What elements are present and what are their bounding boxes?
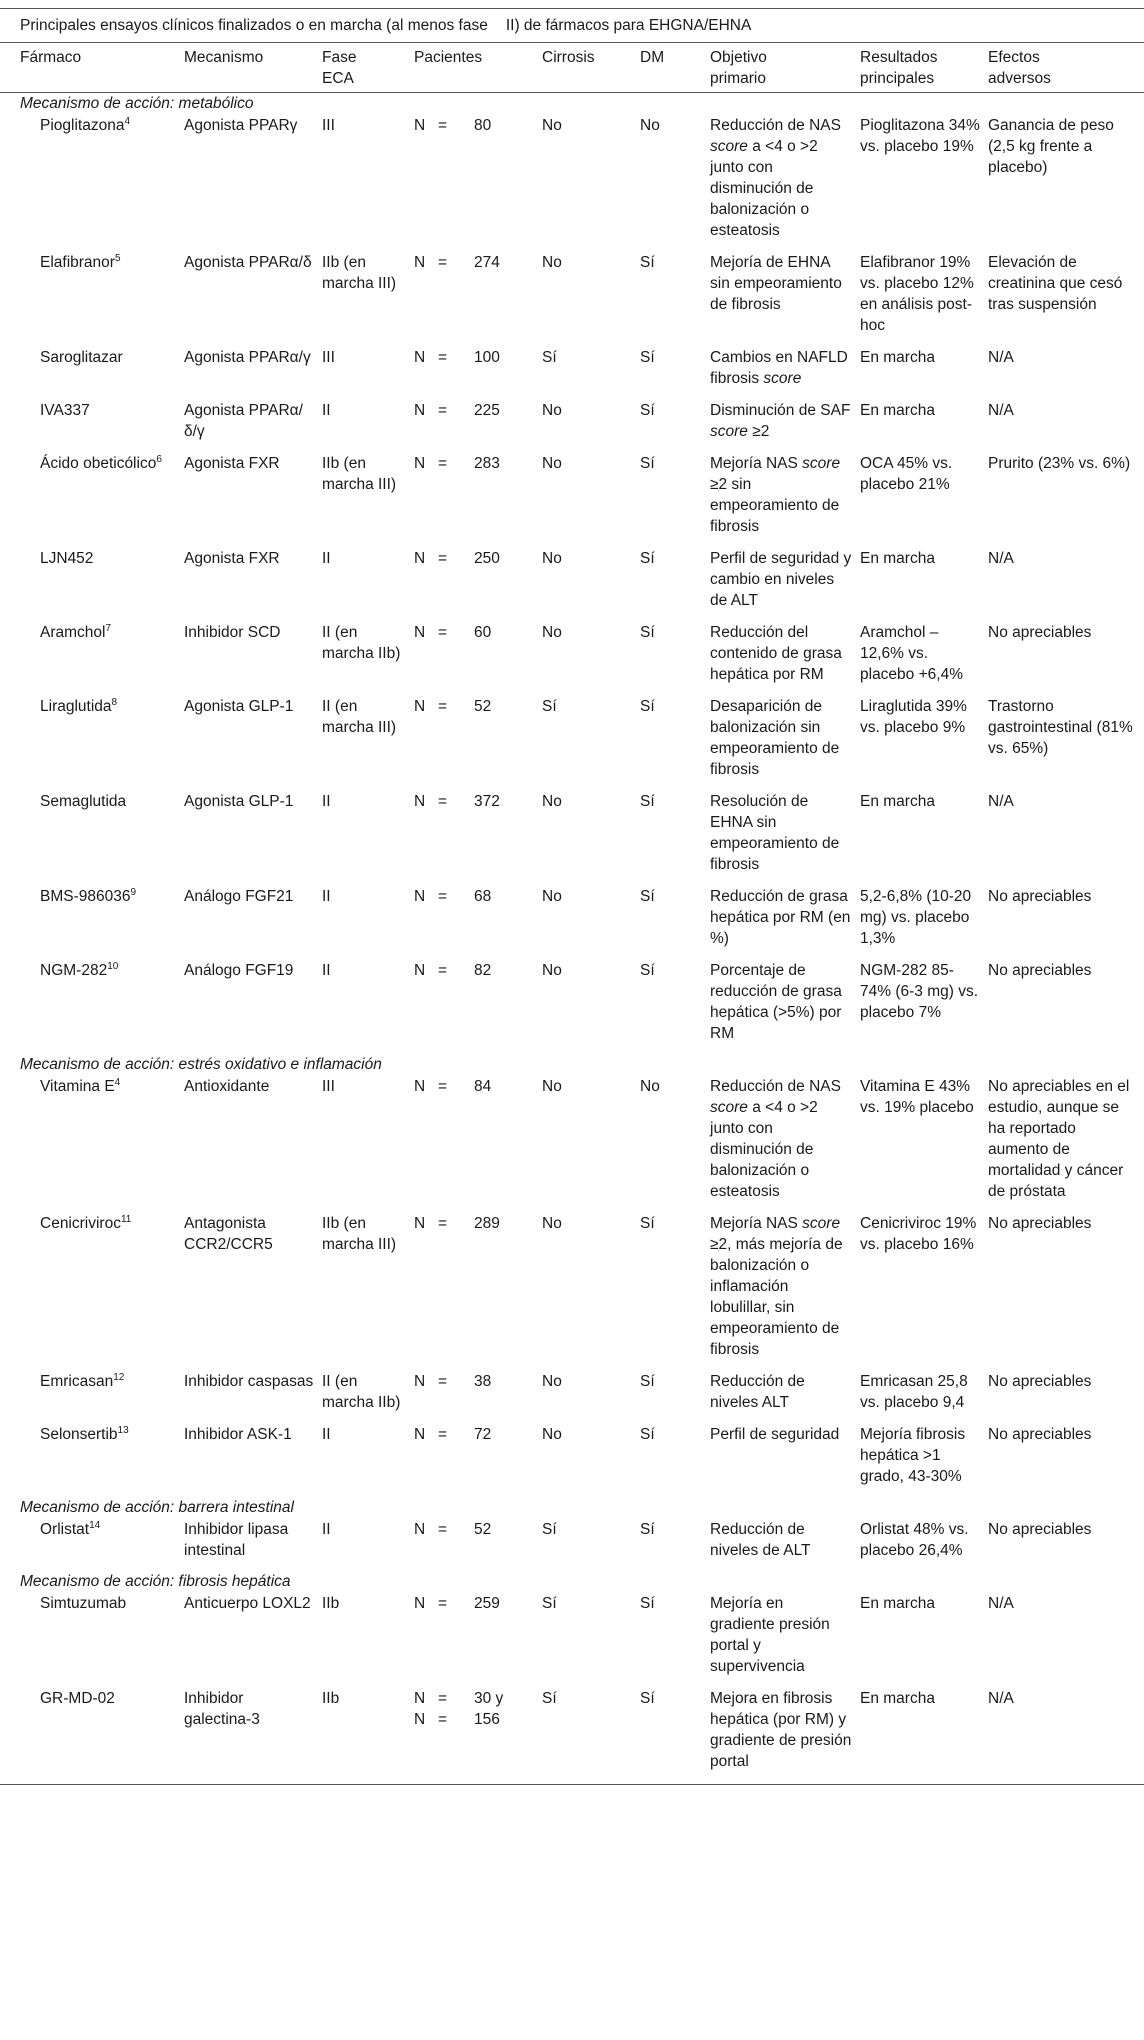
drug-cell: Aramchol$^7$ [40,622,112,641]
phase-cell: II [322,793,331,810]
section-row-barrera [0,1497,1144,1518]
mechanism-cell: Agonista PPARα/δ [184,254,312,271]
cirrosis-cell: No [542,793,562,810]
header-dm: DM [640,43,710,93]
adverse-effects-cell: No apreciables [988,1521,1092,1538]
adverse-effects-cell: Ganancia de peso (2,5 kg frente a placebo) [988,117,1114,176]
drug-cell: BMS-986036$^9$ [40,886,137,905]
dm-cell: Sí [640,1426,655,1443]
cirrosis-cell: No [542,1078,562,1095]
dm-cell: Sí [640,962,655,979]
results-cell: OCA 45% vs. placebo 21% [860,455,953,493]
drug-cell: Ácido obeticólico$^6$ [40,453,162,472]
results-cell: 5,2-6,8% (10-20 mg) vs. placebo 1,3% [860,888,972,947]
adverse-effects-cell: N/A [988,349,1014,366]
dm-cell: Sí [640,1215,655,1232]
reference-marker: 14 [89,1519,101,1531]
dm-cell: Sí [640,624,655,641]
cirrosis-cell: Sí [542,1595,557,1612]
header-fase: Fase ECA [322,43,414,93]
patients-cell: N = 259 [414,1595,500,1612]
patients-cell: N = 30 y N = 156 [414,1690,504,1728]
results-cell: En marcha [860,793,935,810]
objective-cell: Reducción de NAS score a <4 o >2 junto con disminución de balonización o esteatosis [710,1078,841,1200]
table-row [0,1212,1144,1370]
mechanism-cell: Agonista PPARα/δ/γ [184,402,303,440]
section-row-metabolico [0,93,1144,115]
table-row [0,399,1144,452]
objective-cell: Mejoría de EHNA sin empeoramiento de fibrosis [710,254,842,313]
cirrosis-cell: Sí [542,349,557,366]
dm-cell: Sí [640,349,655,366]
phase-cell: II (en marcha IIb) [322,1373,401,1411]
cirrosis-cell: No [542,624,562,641]
patients-cell: N = 84 [414,1078,492,1095]
adverse-effects-cell: No apreciables [988,624,1092,641]
mechanism-cell: Inhibidor caspasas [184,1373,314,1390]
mechanism-cell: Agonista GLP-1 [184,698,294,715]
reference-marker: 7 [105,622,112,634]
phase-cell: IIb (en marcha III) [322,254,397,292]
patients-cell: N = 100 [414,349,500,366]
table-row [0,695,1144,790]
results-cell: En marcha [860,402,935,419]
objective-cell: Mejoría NAS score ≥2 sin empeoramiento de fibrosis [710,455,841,535]
objective-cell: Cambios en NAFLD fibrosis score [710,349,848,387]
drug-cell: IVA337 [40,402,90,419]
drug-cell: Orlistat$^{14}$ [40,1519,101,1538]
patients-cell: N = 274 [414,254,500,271]
phase-cell: II (en marcha IIb) [322,624,401,662]
adverse-effects-cell: N/A [988,550,1014,567]
drug-cell: Elafibranor$^5$ [40,252,121,271]
objective-cell: Perfil de seguridad [710,1426,840,1443]
cirrosis-cell: No [542,1373,562,1390]
mechanism-cell: Agonista PPARγ [184,117,298,134]
patients-cell: N = 38 [414,1373,492,1390]
reference-marker: 9 [130,886,137,898]
reference-marker: 6 [156,453,162,465]
dm-cell: Sí [640,1521,655,1538]
mechanism-cell: Agonista FXR [184,550,280,567]
header-cirrosis: Cirrosis [542,43,640,93]
mechanism-cell: Inhibidor ASK-1 [184,1426,292,1443]
phase-cell: II [322,1521,331,1538]
drug-cell: Cenicriviroc$^{11}$ [40,1213,132,1232]
cirrosis-cell: No [542,455,562,472]
mechanism-cell: Anticuerpo LOXL2 [184,1595,311,1612]
table-row [0,251,1144,346]
reference-marker: 13 [117,1424,129,1436]
reference-marker: 4 [124,115,131,127]
cirrosis-cell: No [542,962,562,979]
phase-cell: IIb [322,1690,340,1707]
mechanism-cell: Análogo FGF19 [184,962,294,979]
drug-cell: NGM-282$^{10}$ [40,960,119,979]
header-farmaco: Fármaco [0,43,184,93]
table-row [0,1423,1144,1497]
adverse-effects-cell: No apreciables [988,888,1092,905]
phase-cell: II (en marcha III) [322,698,397,736]
drug-cell: Liraglutida$^8$ [40,696,118,715]
mechanism-cell: Análogo FGF21 [184,888,294,905]
caption-part-1: Principales ensayos clínicos finalizados o en marcha (al menos fase [20,17,488,34]
objective-cell: Reducción de niveles ALT [710,1373,805,1411]
table-row [0,547,1144,621]
table-caption [0,8,1144,43]
section-label: Mecanismo de acción: estrés oxidativo e inflamación [20,1056,382,1073]
drug-cell: Vitamina E$^4$ [40,1076,121,1095]
table-row [0,959,1144,1054]
objective-cell: Perfil de seguridad y cambio en niveles de ALT [710,550,852,609]
reference-marker: 5 [114,252,121,264]
results-cell: Aramchol –12,6% vs. placebo +6,4% [860,624,963,683]
patients-cell: N = 60 [414,624,492,641]
patients-cell: N = 68 [414,888,492,905]
dm-cell: Sí [640,793,655,810]
results-cell: Elafibranor 19% vs. placebo 12% en análisis post-hoc [860,254,974,334]
adverse-effects-cell: No apreciables [988,1373,1092,1390]
results-cell: En marcha [860,349,935,366]
phase-cell: IIb (en marcha III) [322,1215,397,1253]
drug-cell: Emricasan$^{12}$ [40,1371,125,1390]
table-row [0,790,1144,885]
cirrosis-cell: No [542,550,562,567]
phase-cell: III [322,117,335,134]
mechanism-cell: Agonista GLP-1 [184,793,294,810]
mechanism-cell: Antagonista CCR2/CCR5 [184,1215,273,1253]
table-row [0,1518,1144,1571]
dm-cell: Sí [640,698,655,715]
dm-cell: No [640,117,660,134]
cirrosis-cell: Sí [542,1521,557,1538]
cirrosis-cell: No [542,402,562,419]
results-cell: En marcha [860,1595,935,1612]
header-efectos: Efectos adversos [988,43,1144,93]
patients-cell: N = 52 [414,698,492,715]
table-row [0,1592,1144,1687]
dm-cell: No [640,1078,660,1095]
caption-part-2: II) de fármacos para EHGNA/EHNA [505,17,752,34]
results-cell: En marcha [860,550,935,567]
adverse-effects-cell: No apreciables en el estudio, aunque se ha reportado aumento de mortalidad y cáncer de próstata [988,1078,1130,1200]
section-row-estres [0,1054,1144,1075]
cirrosis-cell: No [542,254,562,271]
dm-cell: Sí [640,550,655,567]
section-label: Mecanismo de acción: barrera intestinal [20,1499,294,1516]
phase-cell: IIb (en marcha III) [322,455,397,493]
reference-marker: 8 [111,696,118,708]
objective-cell: Mejoría NAS score ≥2, más mejoría de balonización o inflamación lobulillar, sin empeoramiento de fibrosis [710,1215,843,1358]
mechanism-cell: Agonista PPARα/γ [184,349,311,366]
table-row [0,621,1144,695]
dm-cell: Sí [640,455,655,472]
phase-cell: III [322,349,335,366]
drug-cell: Semaglutida [40,793,127,810]
bottom-rule [0,1784,1144,1785]
mechanism-cell: Agonista FXR [184,455,280,472]
mechanism-cell: Inhibidor SCD [184,624,281,641]
dm-cell: Sí [640,254,655,271]
results-cell: Vitamina E 43% vs. 19% placebo [860,1078,974,1116]
phase-cell: IIb [322,1595,340,1612]
dm-cell: Sí [640,1595,655,1612]
objective-cell: Desaparición de balonización sin empeoramiento de fibrosis [710,698,840,778]
adverse-effects-cell: Prurito (23% vs. 6%) [988,455,1131,472]
mechanism-cell: Antioxidante [184,1078,270,1095]
results-cell: NGM-282 85-74% (6-3 mg) vs. placebo 7% [860,962,979,1021]
adverse-effects-cell: N/A [988,793,1014,810]
phase-cell: II [322,888,331,905]
header-mecanismo: Mecanismo [184,43,322,93]
section-label: Mecanismo de acción: fibrosis hepática [20,1573,291,1590]
patients-cell: N = 72 [414,1426,492,1443]
results-cell: Mejoría fibrosis hepática >1 grado, 43-30% [860,1426,966,1485]
patients-cell: N = 372 [414,793,500,810]
header-row [0,43,1144,93]
results-cell: Orlistat 48% vs. placebo 26,4% [860,1521,969,1559]
objective-cell: Reducción del contenido de grasa hepática por RM [710,624,842,683]
adverse-effects-cell: N/A [988,402,1014,419]
dm-cell: Sí [640,402,655,419]
reference-marker: 12 [113,1371,125,1383]
drug-cell: Simtuzumab [40,1595,127,1612]
adverse-effects-cell: Trastorno gastrointestinal (81% vs. 65%) [988,698,1133,757]
adverse-effects-cell: No apreciables [988,1215,1092,1232]
adverse-effects-cell: Elevación de creatinina que cesó tras suspensión [988,254,1123,313]
section-row-fibrosis [0,1571,1144,1592]
table-body [0,93,1144,1783]
header-pacientes: Pacientes [414,43,542,93]
adverse-effects-cell: No apreciables [988,962,1092,979]
results-cell: Cenicriviroc 19% vs. placebo 16% [860,1215,977,1253]
objective-cell: Mejora en fibrosis hepática (por RM) y gradiente de presión portal [710,1690,852,1770]
objective-cell: Mejoría en gradiente presión portal y supervivencia [710,1595,830,1675]
phase-cell: II [322,550,331,567]
drug-cell: Selonsertib$^{13}$ [40,1424,129,1443]
objective-cell: Disminución de SAF score ≥2 [710,402,851,440]
cirrosis-cell: Sí [542,1690,557,1707]
patients-cell: N = 250 [414,550,500,567]
cirrosis-cell: No [542,888,562,905]
section-label: Mecanismo de acción: metabólico [20,95,254,112]
objective-cell: Reducción de NAS score a <4 o >2 junto con disminución de balonización o esteatosis [710,117,841,239]
patients-cell: N = 52 [414,1521,492,1538]
cirrosis-cell: No [542,1215,562,1232]
results-cell: Pioglitazona 34% vs. placebo 19% [860,117,980,155]
header-resultados: Resultados principales [860,43,988,93]
cirrosis-cell: No [542,1426,562,1443]
phase-cell: II [322,1426,331,1443]
objective-cell: Resolución de EHNA sin empeoramiento de fibrosis [710,793,840,873]
table-row [0,114,1144,251]
header-objetivo: Objetivo primario [710,43,860,93]
table-row [0,346,1144,399]
objective-cell: Reducción de niveles de ALT [710,1521,811,1559]
dm-cell: Sí [640,1373,655,1390]
mechanism-cell: Inhibidor lipasa intestinal [184,1521,289,1559]
dm-cell: Sí [640,888,655,905]
adverse-effects-cell: N/A [988,1690,1014,1707]
patients-cell: N = 225 [414,402,500,419]
table-row [0,1075,1144,1212]
patients-cell: N = 289 [414,1215,500,1232]
adverse-effects-cell: No apreciables [988,1426,1092,1443]
drug-cell: LJN452 [40,550,94,567]
table-row [0,452,1144,547]
objective-cell: Reducción de grasa hepática por RM (en %) [710,888,851,947]
adverse-effects-cell: N/A [988,1595,1014,1612]
patients-cell: N = 283 [414,455,500,472]
objective-cell: Porcentaje de reducción de grasa hepática (>5%) por RM [710,962,842,1042]
phase-cell: III [322,1078,335,1095]
clinical-trials-table [0,43,1144,1782]
reference-marker: 11 [120,1213,132,1225]
table-row [0,1687,1144,1782]
drug-cell: GR-MD-02 [40,1690,115,1707]
table-row [0,885,1144,959]
results-cell: En marcha [860,1690,935,1707]
phase-cell: II [322,402,331,419]
reference-marker: 4 [114,1076,121,1088]
patients-cell: N = 82 [414,962,492,979]
table-row [0,1370,1144,1423]
cirrosis-cell: No [542,117,562,134]
drug-cell: Saroglitazar [40,349,123,366]
dm-cell: Sí [640,1690,655,1707]
reference-marker: 10 [107,960,119,972]
mechanism-cell: Inhibidor galectina-3 [184,1690,260,1728]
results-cell: Liraglutida 39% vs. placebo 9% [860,698,967,736]
results-cell: Emricasan 25,8 vs. placebo 9,4 [860,1373,968,1411]
cirrosis-cell: Sí [542,698,557,715]
phase-cell: II [322,962,331,979]
drug-cell: Pioglitazona$^4$ [40,115,131,134]
patients-cell: N = 80 [414,117,492,134]
